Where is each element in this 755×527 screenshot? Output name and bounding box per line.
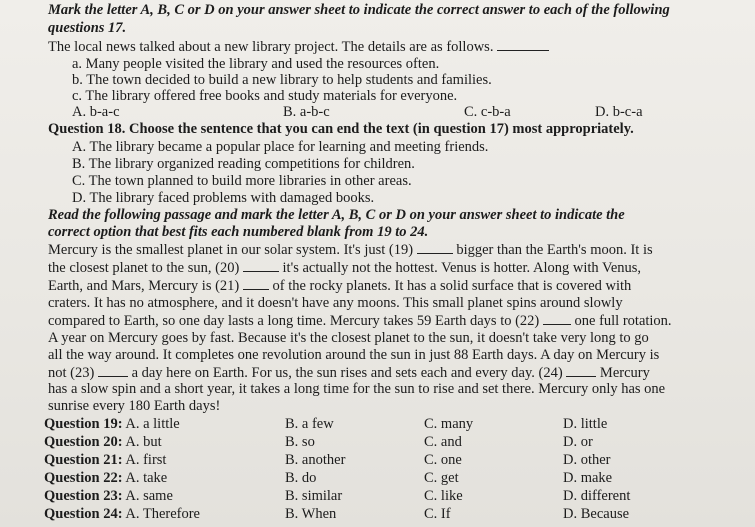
passage-text: Earth, and Mars, Mercury is (21)	[48, 278, 240, 294]
q17-item-c: c. The library offered free books and study materials for everyone.	[72, 88, 458, 104]
answer-option-c: C. get	[424, 470, 459, 486]
passage-text: of the rocky planets. It has a solid surface that is covered with	[272, 278, 632, 294]
passage-text: bigger than the Earth's moon. It is	[456, 242, 653, 258]
answer-option-b: B. so	[285, 434, 315, 450]
passage-line-8	[48, 364, 650, 382]
q17-option-a: A. b-a-c	[72, 104, 120, 120]
answer-option-c: C. and	[424, 434, 462, 450]
answer-option-b: B. a few	[285, 416, 334, 432]
answer-label: Question 22: A. take	[44, 470, 168, 486]
blank-23	[98, 364, 128, 377]
answer-option-c: C. one	[424, 452, 462, 468]
passage-line-7: all the way around. It completes one revolution around the sun in just 88 Earth days. A day on Mercury is	[48, 347, 660, 363]
answer-option-d: D. make	[563, 470, 613, 486]
passage-text: the closest planet to the sun, (20)	[48, 260, 240, 276]
answer-option-b: B. another	[285, 452, 346, 468]
answer-option-b: B. similar	[285, 488, 343, 504]
instruction-line-2: questions 17.	[48, 20, 127, 36]
q18-option-a: A. The library became a popular place for learning and meeting friends.	[72, 139, 489, 155]
q17-stem-text: The local news talked about a new library project. The details are as follows.	[48, 39, 494, 55]
answer-option-b: B. do	[285, 470, 317, 486]
passage-text: Mercury	[599, 365, 650, 381]
answer-label: Question 19: A. a little	[44, 416, 180, 432]
instruction2-line-2: correct option that best fits each numbered blank from 19 to 24.	[48, 224, 429, 240]
blank-22	[543, 312, 571, 325]
passage-line-10: sunrise every 180 Earth days!	[48, 398, 221, 414]
answer-option-d: D. Because	[563, 506, 630, 522]
answer-label: Question 23: A. same	[44, 488, 173, 504]
blank-20	[243, 259, 279, 272]
passage-line-6: A year on Mercury goes by fast. Because it's the closest planet to the sun, it doesn't take very long to go	[48, 330, 649, 346]
answer-option-d: D. or	[563, 434, 593, 450]
q17-option-c: C. c-b-a	[464, 104, 511, 120]
q17-blank	[497, 38, 549, 51]
passage-text: a day here on Earth. For us, the sun rises and sets each and every day. (24)	[131, 365, 563, 381]
answer-label: Question 20: A. but	[44, 434, 162, 450]
q17-item-a: a. Many people visited the library and used the resources often.	[72, 56, 440, 72]
q17-stem	[48, 38, 549, 56]
q18-option-c: C. The town planned to build more libraries in other areas.	[72, 173, 412, 189]
answer-label: Question 24: A. Therefore	[44, 506, 200, 522]
answer-option-c: C. many	[424, 416, 474, 432]
q18-stem: Question 18. Choose the sentence that you can end the text (in question 17) most appropriately.	[48, 121, 634, 137]
q17-item-b: b. The town decided to build a new library to help students and families.	[72, 72, 492, 88]
passage-text: Mercury is the smallest planet in our solar system. It's just (19)	[48, 242, 414, 258]
passage-line-2	[48, 259, 641, 277]
passage-line-3	[48, 277, 631, 295]
instruction2-line-1: Read the following passage and mark the letter A, B, C or D on your answer sheet to indicate the	[48, 207, 625, 223]
q17-option-b: B. a-b-c	[283, 104, 330, 120]
q17-option-d: D. b-c-a	[595, 104, 643, 120]
blank-24	[566, 364, 596, 377]
answer-option-d: D. other	[563, 452, 611, 468]
answer-option-b: B. When	[285, 506, 337, 522]
passage-line-9: has a slow spin and a short year, it takes a long time for the sun to rise and set there. Mercury only has one	[48, 381, 666, 397]
blank-19	[417, 241, 453, 254]
passage-text: compared to Earth, so one day lasts a long time. Mercury takes 59 Earth days to (22)	[48, 313, 540, 329]
q18-option-d: D. The library faced problems with damaged books.	[72, 190, 375, 206]
answer-option-d: D. little	[563, 416, 608, 432]
blank-21	[243, 277, 269, 290]
q18-option-b: B. The library organized reading competitions for children.	[72, 156, 415, 172]
passage-line-5	[48, 312, 672, 330]
passage-text: it's actually not the hottest. Venus is hotter. Along with Venus,	[282, 260, 642, 276]
answer-option-c: C. If	[424, 506, 451, 522]
passage-text: one full rotation.	[574, 313, 672, 329]
passage-line-1	[48, 241, 653, 259]
passage-line-4: craters. It has no atmosphere, and it doesn't have any moons. This small planet spins around slowly	[48, 295, 623, 311]
passage-text: not (23)	[48, 365, 95, 381]
instruction-line-1: Mark the letter A, B, C or D on your answer sheet to indicate the correct answer to each of the following	[48, 2, 670, 18]
answer-option-c: C. like	[424, 488, 463, 504]
answer-option-d: D. different	[563, 488, 631, 504]
answer-label: Question 21: A. first	[44, 452, 167, 468]
